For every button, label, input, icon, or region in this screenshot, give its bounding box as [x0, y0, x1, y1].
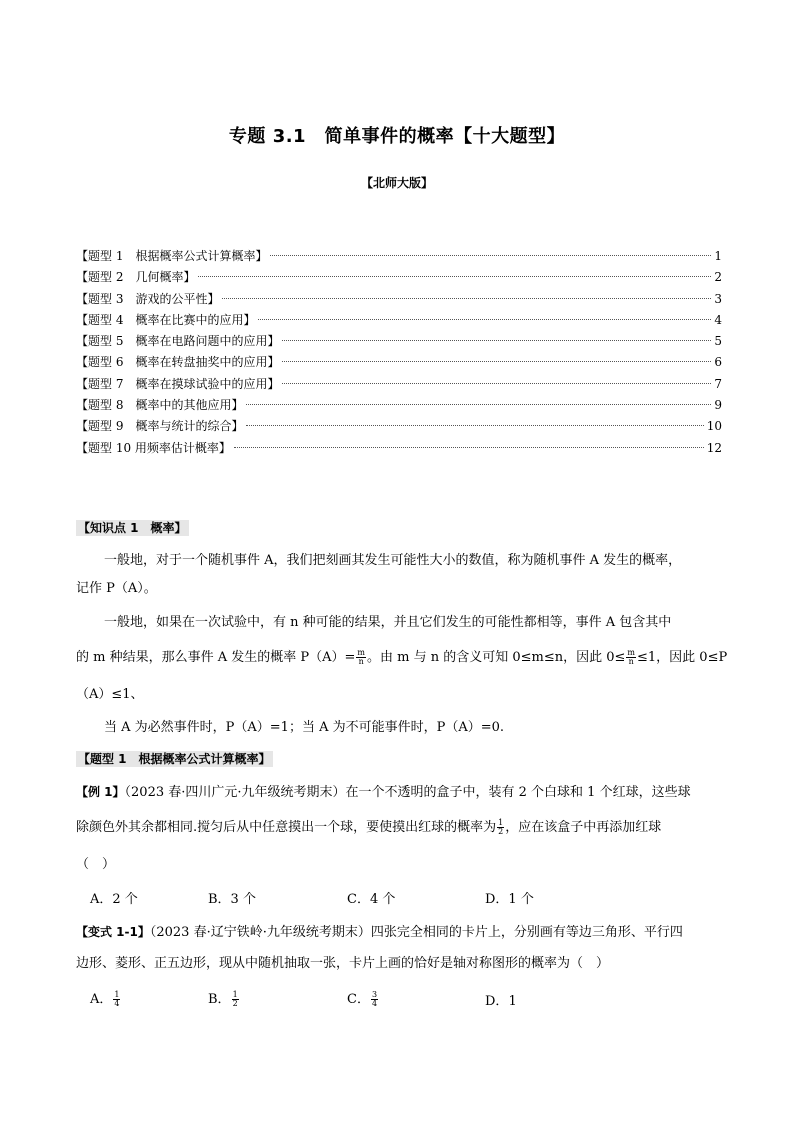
variant-1-1-option-a[interactable]: A． $\frac{1}{4}$: [90, 990, 120, 1008]
toc-leader-dots: [234, 447, 704, 448]
example-1-option-a[interactable]: A．2 个: [90, 892, 138, 907]
toc-entry-page: 6: [714, 355, 722, 370]
toc-leader-dots: [246, 425, 703, 426]
toc-entry[interactable]: [76, 331, 722, 352]
toc-leader-dots: [246, 404, 711, 405]
toc-entry[interactable]: [76, 438, 722, 459]
toc-entry[interactable]: [76, 267, 722, 288]
example-1-answer-blank: （ ）: [76, 857, 116, 872]
variant-1-1-option-d[interactable]: D．1: [485, 994, 517, 1009]
toc-leader-dots: [282, 383, 711, 384]
section-heading-1: 【题型 1 根据概率公式计算概率】: [78, 752, 271, 766]
variant-1-1-line2: 边形、菱形、正五边形，现从中随机抽取一张，卡片上画的恰好是轴对称图形的概率为（ ）: [76, 956, 610, 971]
toc-leader-dots: [222, 298, 711, 299]
toc-leader-dots: [270, 255, 711, 256]
toc-entry-page: 12: [706, 440, 722, 455]
knowledge-p3: 当 A 为必然事件时，P（A）=1；当 A 为不可能事件时，P（A）=0.: [104, 720, 505, 735]
toc-entry[interactable]: [76, 310, 722, 331]
toc-leader-dots: [282, 361, 711, 362]
knowledge-p1-line1: 一般地，对于一个随机事件 A，我们把刻画其发生可能性大小的数值，称为随机事件 A 发生的概率，: [104, 553, 682, 568]
variant-1-1-line1: 【变式 1-1】（2023 春·辽宁铁岭·九年级统考期末）四张完全相同的卡片上，分别画有等边三角形、平行四: [76, 925, 683, 940]
example-1-option-c[interactable]: C．4 个: [347, 892, 396, 907]
toc-entry-page: 7: [714, 376, 722, 391]
knowledge-p2-line2: 的 m 种结果，那么事件 A 发生的概率 P（A）= $\frac{m}{n}$ 。由 m 与 n 的含义可知 0≤m≤n，因此 0≤ $\frac{m}{n}$ ≤1，因此 0≤P: [76, 648, 728, 666]
fraction-m-over-n: $\frac{m}{n}$: [627, 648, 636, 666]
knowledge-p1-line2: 记作 P（A）。: [76, 581, 157, 596]
example-1-line1: 【例 1】（2023 春·四川广元·九年级统考期末）在一个不透明的盒子中，装有 2 个白球和 1 个红球，这些球: [76, 785, 691, 800]
fraction-m-over-n: $\frac{m}{n}$: [357, 648, 365, 666]
toc-entry[interactable]: [76, 246, 722, 267]
toc-entry-label: 【题型 8 概率中的其他应用】: [76, 398, 244, 413]
toc-entry-label: 【题型 5 概率在电路问题中的应用】: [76, 334, 280, 349]
toc-entry-label: 【题型 2 几何概率】: [76, 270, 196, 285]
toc-entry-label: 【题型 7 概率在摸球试验中的应用】: [76, 376, 280, 391]
toc-leader-dots: [282, 340, 711, 341]
example-1-line2: 除颜色外其余都相同.搅匀后从中任意摸出一个球，要使摸出红球的概率为 $\frac{1}{2}$ ，应在该盒子中再添加红球: [76, 818, 662, 836]
knowledge-heading: 【知识点 1 概率】: [78, 521, 187, 535]
example-1-option-b[interactable]: B．3 个: [208, 892, 256, 907]
toc-entry-page: 10: [706, 419, 722, 434]
toc-entry[interactable]: [76, 395, 722, 416]
toc-entry-page: 2: [714, 270, 722, 285]
toc-entry-label: 【题型 6 概率在转盘抽奖中的应用】: [76, 355, 280, 370]
toc-leader-dots: [198, 276, 711, 277]
toc-entry-page: 1: [714, 249, 722, 263]
knowledge-p2-line1: 一般地，如果在一次试验中，有 n 种可能的结果，并且它们发生的可能性都相等，事件 A 包含其中: [104, 615, 672, 630]
toc-entry-page: 5: [714, 334, 722, 349]
toc-entry-page: 3: [714, 291, 722, 306]
variant-1-1-option-c[interactable]: C． $\frac{3}{4}$: [347, 990, 378, 1008]
toc-entry[interactable]: [76, 416, 722, 437]
toc-entry[interactable]: [76, 374, 722, 395]
example-1-option-d[interactable]: D．1 个: [485, 892, 534, 907]
table-of-contents: [76, 246, 722, 459]
toc-leader-dots: [258, 319, 711, 320]
page-title: 专题 3.1 简单事件的概率【十大题型】: [228, 126, 566, 147]
variant-1-1-option-b[interactable]: B． $\frac{1}{2}$: [208, 990, 238, 1008]
toc-entry[interactable]: [76, 352, 722, 373]
toc-entry-label: 【题型 3 游戏的公平性】: [76, 291, 220, 306]
toc-entry-page: 9: [714, 398, 722, 413]
toc-entry-label: 【题型 4 概率在比赛中的应用】: [76, 312, 256, 327]
toc-entry[interactable]: [76, 289, 722, 310]
toc-entry-page: 4: [714, 312, 722, 327]
knowledge-p2-line3: （A）≤1、: [76, 687, 144, 702]
toc-entry-label: 【题型 1 根据概率公式计算概率】: [76, 249, 268, 263]
toc-entry-label: 【题型 9 概率与统计的综合】: [76, 419, 244, 434]
toc-entry-label: 【题型 10 用频率估计概率】: [76, 440, 231, 455]
fraction-one-half: $\frac{1}{2}$: [498, 818, 504, 836]
edition-label: 【北师大版】: [360, 176, 433, 190]
